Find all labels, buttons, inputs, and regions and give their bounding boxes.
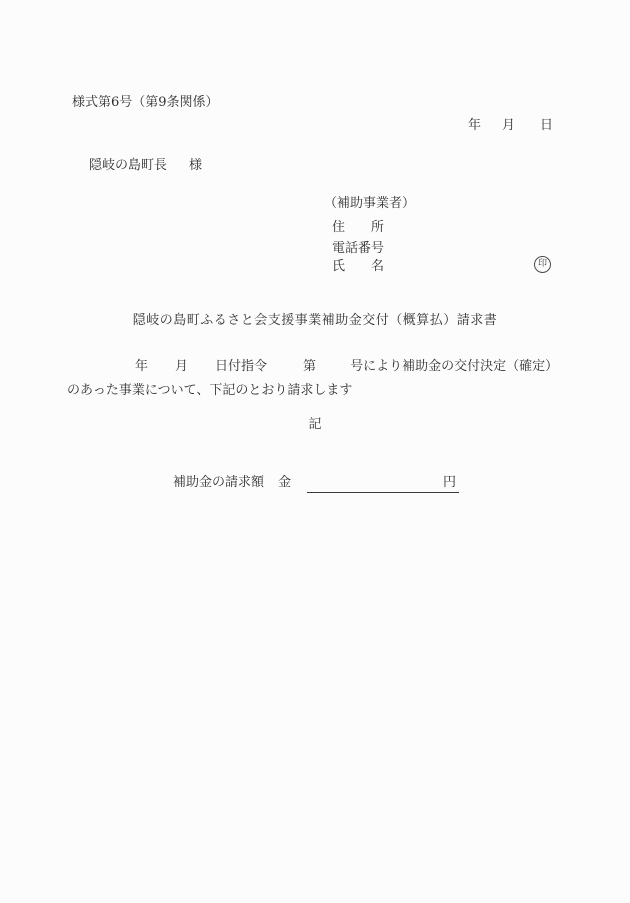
date-line bbox=[468, 118, 553, 135]
request-amount-label: 補助金の請求額 bbox=[173, 475, 265, 490]
currency-unit-label: 円 bbox=[443, 475, 457, 490]
currency-prefix-label: 金 bbox=[278, 475, 292, 490]
name-label-char2: 名 bbox=[371, 259, 385, 274]
amount-blank-field bbox=[307, 475, 459, 493]
body-month-label: 月 bbox=[175, 359, 189, 374]
body-line1-rest: 号により補助金の交付決定（確定） bbox=[350, 359, 559, 374]
applicant-heading: （補助事業者） bbox=[324, 196, 416, 211]
address-label-char2: 所 bbox=[371, 220, 385, 235]
body-year-label: 年 bbox=[135, 359, 149, 374]
body-line-2: のあった事業について、下記のとおり請求します bbox=[67, 383, 353, 398]
addressee-honorific: 様 bbox=[189, 158, 203, 173]
seal-icon: 印 bbox=[534, 256, 551, 273]
date-month-label: 月 bbox=[502, 118, 516, 133]
body-line-1 bbox=[67, 359, 558, 376]
address-label-char1: 住 bbox=[332, 220, 346, 235]
body-directive-label: 日付指令 bbox=[215, 359, 268, 374]
addressee-line bbox=[89, 158, 202, 175]
request-amount-line bbox=[173, 475, 459, 493]
form-number: 様式第6号（第9条関係） bbox=[72, 95, 219, 110]
name-label bbox=[332, 259, 384, 276]
section-marker: 記 bbox=[308, 417, 322, 432]
body-number-prefix: 第 bbox=[303, 359, 317, 374]
address-label bbox=[332, 220, 384, 237]
phone-label: 電話番号 bbox=[332, 241, 385, 256]
name-label-char1: 氏 bbox=[332, 259, 346, 274]
document-title: 隠岐の島町ふるさと会支援事業補助金交付（概算払）請求書 bbox=[132, 313, 498, 328]
date-day-label: 日 bbox=[540, 118, 554, 133]
addressee-name: 隠岐の島町長 bbox=[89, 158, 168, 173]
date-year-label: 年 bbox=[468, 118, 482, 133]
